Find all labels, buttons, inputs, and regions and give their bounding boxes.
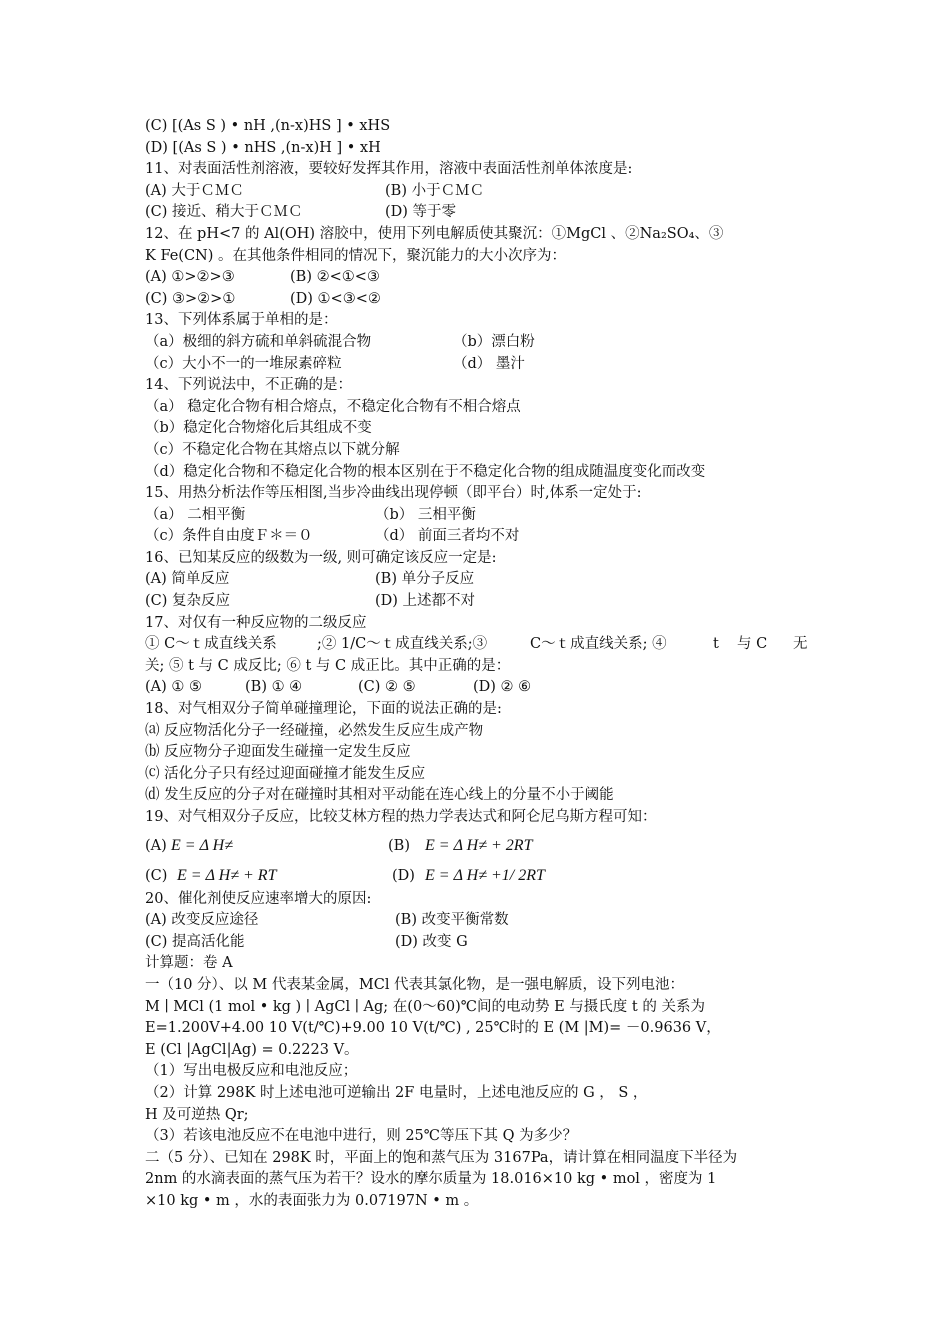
- option-row: [145, 863, 815, 889]
- option-row: [145, 677, 815, 699]
- question-20: [145, 889, 815, 911]
- option-a: （a）极细的斜方硫和单斜硫混合物: [145, 333, 372, 350]
- option-d: (D) 等于零: [385, 204, 457, 221]
- option-d: (D) 上述都不对: [375, 593, 476, 610]
- option-d: (D) ①<③<②: [290, 290, 381, 307]
- option-line: [145, 397, 815, 419]
- question-11: [145, 159, 815, 181]
- option-line: [145, 138, 815, 160]
- problem-text: ×10 kg • m ，水的表面张力为 0.07197N • m 。: [145, 1192, 479, 1209]
- option-d: ⒟ 发生反应的分子对在碰撞时其相对平动能在连心线上的分量不小于阈能: [145, 787, 614, 804]
- question-text: 11、对表面活性剂溶液，要较好发挥其作用，溶液中表面活性剂单体浓度是:: [145, 161, 633, 178]
- problem-1-part: [145, 1083, 815, 1105]
- option-row: [145, 354, 815, 376]
- option-c: （c）大小不一的一堆尿素碎粒: [145, 355, 342, 372]
- option-d: （d） 前面三者均不对: [375, 528, 520, 545]
- problem-text: H 及可逆热 Qr;: [145, 1106, 249, 1123]
- option-b-label: (B): [388, 837, 410, 854]
- question-12-cont: [145, 246, 815, 268]
- problem-text: M ∣ MCl (1 mol • kg ) ∣ AgCl ∣ Ag; 在(0～60)℃间的电动势 E 与摄氏度 t 的 关系为: [145, 998, 705, 1015]
- problem-text: （1）写出电极反应和电池反应；: [145, 1063, 358, 1080]
- option-a-label: (A): [145, 837, 167, 854]
- question-18: [145, 699, 815, 721]
- option-line: [145, 721, 815, 743]
- question-text: 19、对气相双分子反应，比较艾林方程的热力学表达式和阿仑尼乌斯方程可知：: [145, 809, 657, 825]
- problem-1-cont: [145, 1018, 815, 1040]
- question-text: 15、用热分析法作等压相图,当步冷曲线出现停顿（即平台）时,体系一定处于:: [145, 485, 642, 502]
- problem-text: 二（5 分）、已知在 298K 时，平面上的饱和蒸气压为 3167Pa，请计算在相同温度下半径为: [145, 1149, 738, 1166]
- option-row: [145, 526, 815, 548]
- option-b: (B) 改变平衡常数: [395, 912, 509, 929]
- problem-2-cont: [145, 1191, 815, 1213]
- option-a: (A) 简单反应: [145, 571, 230, 588]
- question-text: 20、催化剂使反应速率增大的原因:: [145, 890, 372, 907]
- problem-text: （2）计算 298K 时上述电池可逆输出 2F 电量时，上述电池反应的 G ， S ，: [145, 1084, 648, 1101]
- problem-text: 2nm 的水滴表面的蒸气压为若干？设水的摩尔质量为 18.016×10 kg • mol ，密度为 1: [145, 1171, 717, 1188]
- option-d-equation: E = Δ H≠ +1/ 2RT: [425, 866, 545, 884]
- question-text: K Fe(CN) 。在其他条件相同的情况下，聚沉能力的大小次序为：: [145, 247, 566, 264]
- option-a: (A) ① ⑤: [145, 679, 203, 696]
- option-b: （b）稳定化合物熔化后其组成不变: [145, 420, 372, 437]
- option-c: (C) ③>②>①: [145, 290, 236, 307]
- option-line: [145, 116, 815, 138]
- option-b: (B) 小于ＣＭＣ: [385, 182, 485, 199]
- option-c: （c）不稳定化合物在其熔点以下就分解: [145, 441, 400, 458]
- problem-text: E=1.200V+4.00 10 V(t/℃)+9.00 10 V(t/℃) , 25℃时的 E (M |M)= －0.9636 V，: [145, 1020, 721, 1037]
- option-a-equation: E = Δ H≠: [171, 836, 234, 854]
- problem-2-cont: [145, 1169, 815, 1191]
- option-row: [145, 202, 815, 224]
- problem-text: 一（10 分）、以 M 代表某金属，MCl 代表其氯化物，是一强电解质，设下列电池：: [145, 976, 685, 993]
- option-b: ⒝ 反应物分子迎面发生碰撞一定发生反应: [145, 744, 411, 761]
- option-c: (C) 复杂反应: [145, 593, 231, 610]
- question-17-cont: [145, 656, 815, 678]
- problem-1-part: [145, 1061, 815, 1083]
- question-17-statements: [145, 634, 815, 656]
- question-text: 12、在 pH<7 的 Al(OH) 溶胶中，使用下列电解质使其聚沉：①MgCl 、②Na₂SO₄、③: [145, 225, 724, 242]
- option-c: (C) 接近、稍大于ＣＭＣ: [145, 204, 303, 221]
- option-line: [145, 764, 815, 786]
- question-13: [145, 310, 815, 332]
- question-19: [145, 807, 815, 829]
- question-text: 16、已知某反应的级数为一级, 则可确定该反应一定是:: [145, 549, 497, 566]
- question-15: [145, 483, 815, 505]
- option-line: [145, 418, 815, 440]
- option-c-label: (C): [145, 867, 168, 884]
- option-a: (A) ①>②>③: [145, 269, 235, 286]
- option-line: [145, 742, 815, 764]
- option-row: [145, 332, 815, 354]
- statement-text: 关; ⑤ t 与 C 成反比; ⑥ t 与 C 成正比。其中正确的是：: [145, 657, 511, 674]
- option-row: [145, 910, 815, 932]
- option-row: [145, 181, 815, 203]
- document-page: [145, 116, 815, 1213]
- option-d: （d） 墨汁: [453, 355, 525, 372]
- question-12: [145, 224, 815, 246]
- option-b-equation: E = Δ H≠ + 2RT: [425, 836, 533, 854]
- statement-text: 无: [793, 636, 808, 653]
- option-b: (B) ① ④: [245, 679, 303, 696]
- option-c: （c）条件自由度Ｆ＊＝０: [145, 528, 313, 545]
- option-row: [145, 267, 815, 289]
- option-text: (C) [(As S ) • nH ,(n-x)HS ] • xHS: [145, 118, 391, 134]
- statement-text: ① C～ｔ成直线关系: [145, 636, 277, 653]
- problem-1-part: [145, 1105, 815, 1127]
- option-line: [145, 440, 815, 462]
- section-title: 计算题：卷 A: [145, 955, 233, 972]
- problem-1-part: [145, 1126, 815, 1148]
- option-a: （a） 稳定化合物有相合熔点，不稳定化合物有不相合熔点: [145, 398, 521, 415]
- option-a: （a） 二相平衡: [145, 506, 246, 523]
- option-row: [145, 569, 815, 591]
- option-b: （b）漂白粉: [453, 333, 535, 350]
- question-14: [145, 375, 815, 397]
- question-text: 17、对仅有一种反应物的二级反应: [145, 614, 367, 631]
- problem-1-cont: [145, 1040, 815, 1062]
- problem-2: [145, 1148, 815, 1170]
- option-row: [145, 289, 815, 311]
- option-b: (B) 单分子反应: [375, 571, 475, 588]
- problem-1: [145, 975, 815, 997]
- problem-text: （3）若该电池反应不在电池中进行，则 25℃等压下其 Q 为多少？: [145, 1128, 578, 1145]
- option-a: (A) 大于ＣＭＣ: [145, 182, 244, 199]
- statement-text: 与 C: [737, 636, 768, 653]
- option-row: [145, 829, 815, 863]
- option-d-label: (D): [392, 867, 415, 884]
- question-text: 14、下列说法中，不正确的是：: [145, 377, 352, 394]
- statement-text: ;② 1/C～ｔ成直线关系;③: [317, 636, 488, 653]
- problem-1-cont: [145, 997, 815, 1019]
- option-c: (C) 提高活化能: [145, 933, 245, 950]
- option-c-equation: E = Δ H≠ + RT: [177, 866, 277, 884]
- option-line: [145, 785, 815, 807]
- question-16: [145, 548, 815, 570]
- option-d: (D) 改变 G: [395, 933, 468, 950]
- option-row: [145, 591, 815, 613]
- option-d: (D) ② ⑥: [473, 679, 532, 696]
- option-b: （b） 三相平衡: [375, 506, 476, 523]
- question-17: [145, 613, 815, 635]
- option-row: [145, 932, 815, 954]
- statement-text: t: [713, 636, 719, 653]
- option-text: (D) [(As S ) • nHS ,(n-x)H ] • xH: [145, 139, 381, 156]
- option-c: (C) ② ⑤: [358, 679, 416, 696]
- question-text: 18、对气相双分子简单碰撞理论，下面的说法正确的是:: [145, 701, 502, 718]
- option-d: （d）稳定化合物和不稳定化合物的根本区别在于不稳定化合物的组成随温度变化而改变: [145, 463, 706, 480]
- option-c: ⒞ 活化分子只有经过迎面碰撞才能发生反应: [145, 765, 426, 782]
- problem-text: E (Cl |AgCl|Ag) = 0.2223 V。: [145, 1041, 359, 1058]
- section-heading: [145, 953, 815, 975]
- option-b: (B) ②<①<③: [290, 269, 380, 286]
- question-text: 13、下列体系属于单相的是：: [145, 312, 338, 329]
- option-row: [145, 505, 815, 527]
- statement-text: C～ｔ成直线关系; ④: [530, 636, 667, 653]
- option-a: (A) 改变反应途径: [145, 912, 259, 929]
- option-a: ⒜ 反应物活化分子一经碰撞，必然发生反应生成产物: [145, 722, 484, 739]
- option-line: [145, 462, 815, 484]
